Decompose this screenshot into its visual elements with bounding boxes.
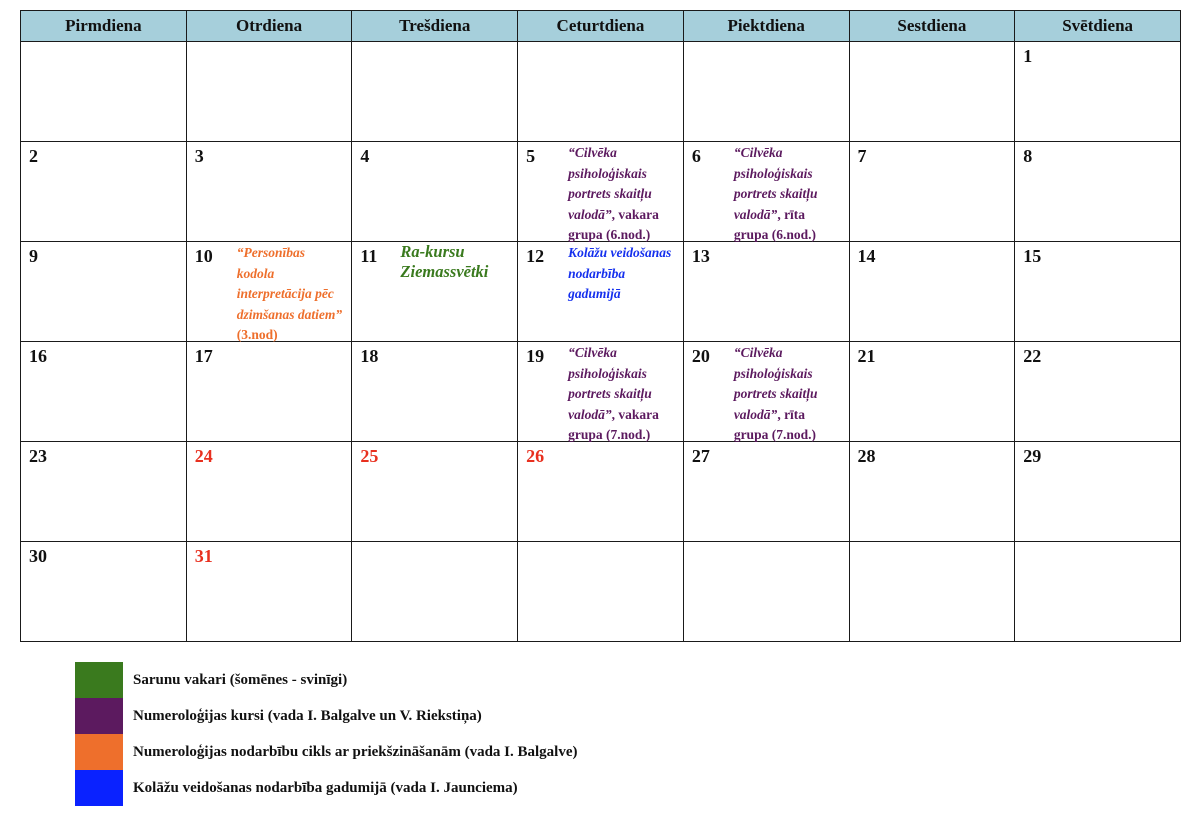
day-cell	[352, 242, 518, 342]
day-cell	[21, 42, 187, 142]
day-number: 19	[526, 346, 545, 366]
day-cell	[1015, 442, 1181, 542]
day-number: 2	[29, 146, 38, 166]
day-cell	[352, 542, 518, 642]
week-row	[21, 242, 1181, 342]
day-number: 13	[691, 246, 710, 266]
day-cell	[186, 42, 352, 142]
legend-item	[75, 698, 578, 734]
day-number: 31	[194, 546, 213, 566]
event-details: , rīta grupa (6.nod.)	[733, 206, 816, 242]
calendar-grid	[20, 10, 1181, 642]
legend-swatch	[75, 662, 123, 698]
weekday-header: Pirmdiena	[21, 11, 187, 42]
weekday-header-row	[21, 11, 1181, 42]
week-row	[21, 42, 1181, 142]
weekday-header: Sestdiena	[849, 11, 1015, 42]
event-details: , vakara grupa (7.nod.)	[568, 406, 659, 442]
day-cell	[683, 342, 849, 442]
day-cell	[849, 242, 1015, 342]
day-cell	[518, 42, 684, 142]
legend-label: Numeroloģijas kursi (vada I. Balgalve un V. Riekstiņa)	[133, 707, 482, 724]
weekday-header: Trešdiena	[352, 11, 518, 42]
calendar-event	[237, 243, 346, 346]
day-cell	[186, 142, 352, 242]
day-cell	[683, 442, 849, 542]
day-number: 30	[29, 546, 47, 566]
legend-swatch	[75, 734, 123, 770]
day-cell	[849, 142, 1015, 242]
day-cell	[849, 442, 1015, 542]
day-number: 23	[29, 446, 47, 466]
day-number: 14	[857, 246, 876, 266]
day-cell	[352, 42, 518, 142]
event-details: , rīta grupa (7.nod.)	[733, 406, 816, 442]
day-number: 1	[1023, 46, 1033, 66]
calendar-event	[400, 242, 511, 282]
legend-item	[75, 734, 578, 770]
day-number: 5	[526, 146, 536, 166]
week-row	[21, 142, 1181, 242]
day-number: 18	[360, 346, 379, 366]
day-cell	[849, 42, 1015, 142]
legend-swatch	[75, 698, 123, 734]
day-number: 9	[29, 246, 38, 266]
day-number: 3	[194, 146, 204, 166]
day-number: 21	[857, 346, 876, 366]
event-details: (3.nod)	[236, 327, 278, 342]
legend-label: Numeroloģijas nodarbību cikls ar priekšzināšanām (vada I. Balgalve)	[133, 743, 578, 760]
week-row	[21, 442, 1181, 542]
day-number: 4	[360, 146, 370, 166]
day-cell	[186, 342, 352, 442]
day-number: 8	[1023, 146, 1033, 166]
weekday-header: Ceturtdiena	[518, 11, 684, 42]
day-cell	[518, 342, 684, 442]
legend	[75, 662, 578, 806]
day-number: 25	[360, 446, 379, 466]
day-cell	[518, 142, 684, 242]
weekday-header: Otrdiena	[186, 11, 352, 42]
day-number: 10	[194, 246, 213, 266]
day-number: 20	[691, 346, 710, 366]
event-title: Ra-kursu Ziemassvētki	[400, 242, 489, 281]
day-cell	[352, 442, 518, 542]
calendar-event	[568, 343, 677, 446]
day-number: 6	[691, 146, 701, 166]
day-cell	[683, 42, 849, 142]
day-cell	[683, 542, 849, 642]
week-row	[21, 542, 1181, 642]
event-title: “Cilvēka psiholoģiskais portrets skaitļu valodā”	[568, 145, 652, 222]
day-number: 26	[526, 446, 545, 466]
day-cell	[518, 542, 684, 642]
day-number: 15	[1023, 246, 1042, 266]
day-number: 17	[194, 346, 213, 366]
event-title: “Cilvēka psiholoģiskais portrets skaitļu valodā”	[733, 345, 818, 422]
day-number: 16	[29, 346, 47, 366]
day-cell	[186, 542, 352, 642]
day-cell	[1015, 342, 1181, 442]
day-number: 29	[1023, 446, 1042, 466]
day-cell	[352, 342, 518, 442]
day-cell	[849, 542, 1015, 642]
day-cell	[1015, 242, 1181, 342]
day-cell	[683, 142, 849, 242]
weekday-header: Piektdiena	[683, 11, 849, 42]
calendar-event	[568, 143, 677, 246]
day-number: 27	[691, 446, 710, 466]
event-title: “Cilvēka psiholoģiskais portrets skaitļu valodā”	[568, 345, 652, 422]
legend-label: Kolāžu veidošanas nodarbība gadumijā (vada I. Jaunciema)	[133, 779, 518, 796]
day-cell	[1015, 42, 1181, 142]
day-cell	[21, 542, 187, 642]
day-number: 28	[857, 446, 876, 466]
day-number: 11	[360, 246, 378, 266]
legend-label: Sarunu vakari (šomēnes - svinīgi)	[133, 671, 348, 688]
day-cell	[518, 442, 684, 542]
calendar-event	[734, 343, 843, 446]
day-cell	[352, 142, 518, 242]
event-title: “Personības kodola interpretācija pēc dzimšanas datiem”	[236, 245, 343, 322]
calendar-event	[734, 143, 843, 246]
day-cell	[1015, 542, 1181, 642]
day-number: 22	[1023, 346, 1042, 366]
legend-item	[75, 662, 578, 698]
day-cell	[21, 142, 187, 242]
event-details: , vakara grupa (6.nod.)	[568, 206, 659, 242]
day-cell	[21, 442, 187, 542]
event-title: “Cilvēka psiholoģiskais portrets skaitļu valodā”	[733, 145, 818, 222]
day-number: 7	[857, 146, 867, 166]
day-cell	[21, 342, 187, 442]
day-cell	[186, 442, 352, 542]
legend-swatch	[75, 770, 123, 806]
calendar-event	[568, 243, 677, 305]
week-row	[21, 342, 1181, 442]
day-cell	[21, 242, 187, 342]
weekday-header: Svētdiena	[1015, 11, 1181, 42]
day-cell	[683, 242, 849, 342]
day-cell	[1015, 142, 1181, 242]
legend-item	[75, 770, 578, 806]
event-title: Kolāžu veidošanas nodarbība gadumijā	[568, 245, 672, 301]
day-number: 12	[526, 246, 545, 266]
day-cell	[186, 242, 352, 342]
day-number: 24	[194, 446, 213, 466]
day-cell	[849, 342, 1015, 442]
day-cell	[518, 242, 684, 342]
